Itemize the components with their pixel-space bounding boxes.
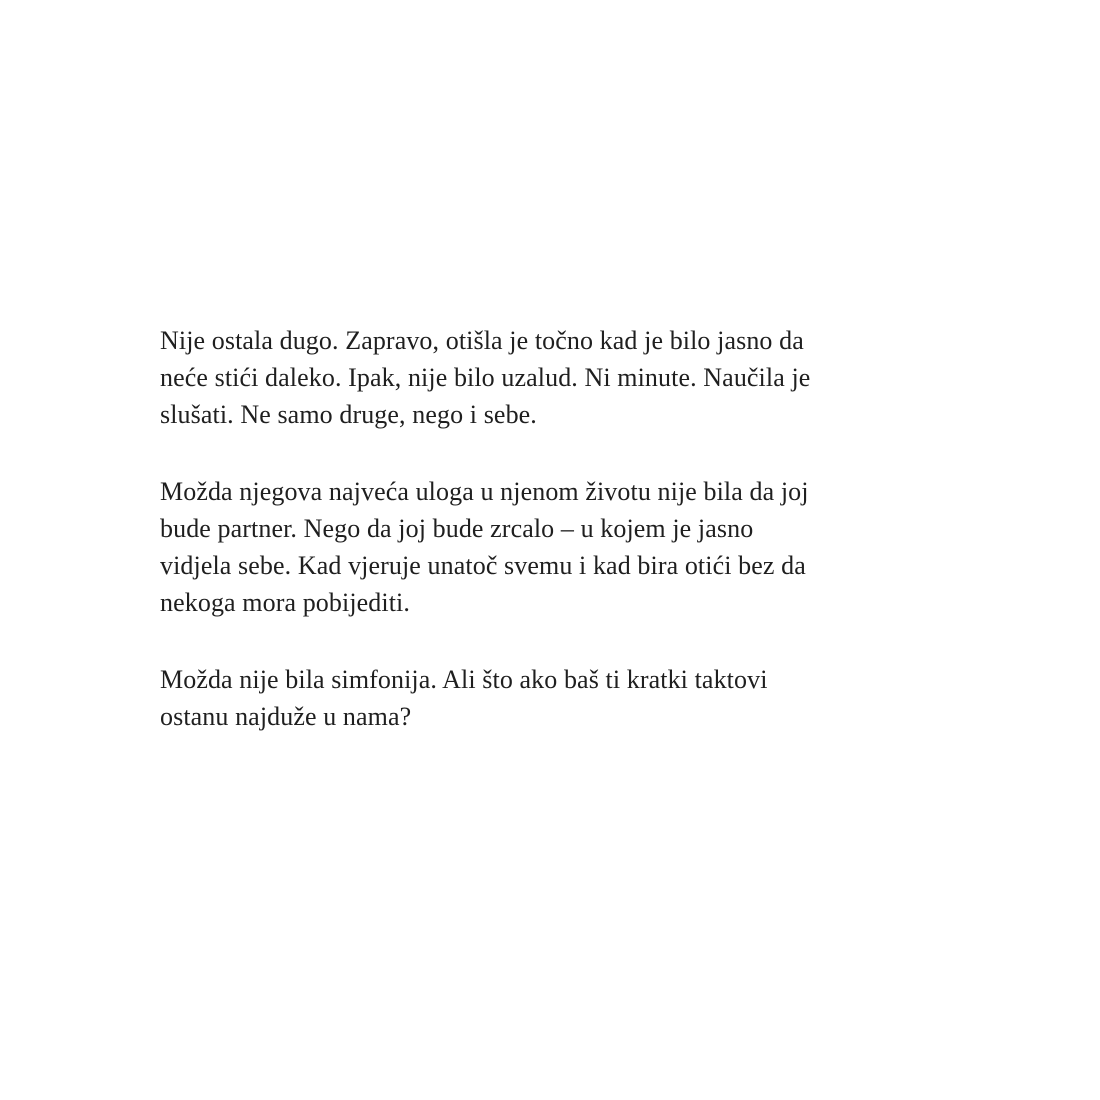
text-line: bude partner. Nego da joj bude zrcalo – u kojem je jasno — [160, 514, 754, 543]
text-line: ostanu najduže u nama? — [160, 702, 412, 731]
paragraph-3 — [160, 661, 960, 735]
paragraph-1 — [160, 322, 960, 433]
text-block — [160, 322, 960, 735]
text-line: vidjela sebe. Kad vjeruje unatoč svemu i kad bira otići bez da — [160, 551, 806, 580]
text-line: Nije ostala dugo. Zapravo, otišla je točno kad je bilo jasno da — [160, 326, 804, 355]
text-line: slušati. Ne samo druge, nego i sebe. — [160, 400, 537, 429]
text-line: nekoga mora pobijediti. — [160, 588, 410, 617]
text-line: neće stići daleko. Ipak, nije bilo uzalud. Ni minute. Naučila je — [160, 363, 811, 392]
paragraph-2 — [160, 473, 960, 621]
text-line: Možda nije bila simfonija. Ali što ako baš ti kratki taktovi — [160, 665, 768, 694]
text-line: Možda njegova najveća uloga u njenom životu nije bila da joj — [160, 477, 809, 506]
